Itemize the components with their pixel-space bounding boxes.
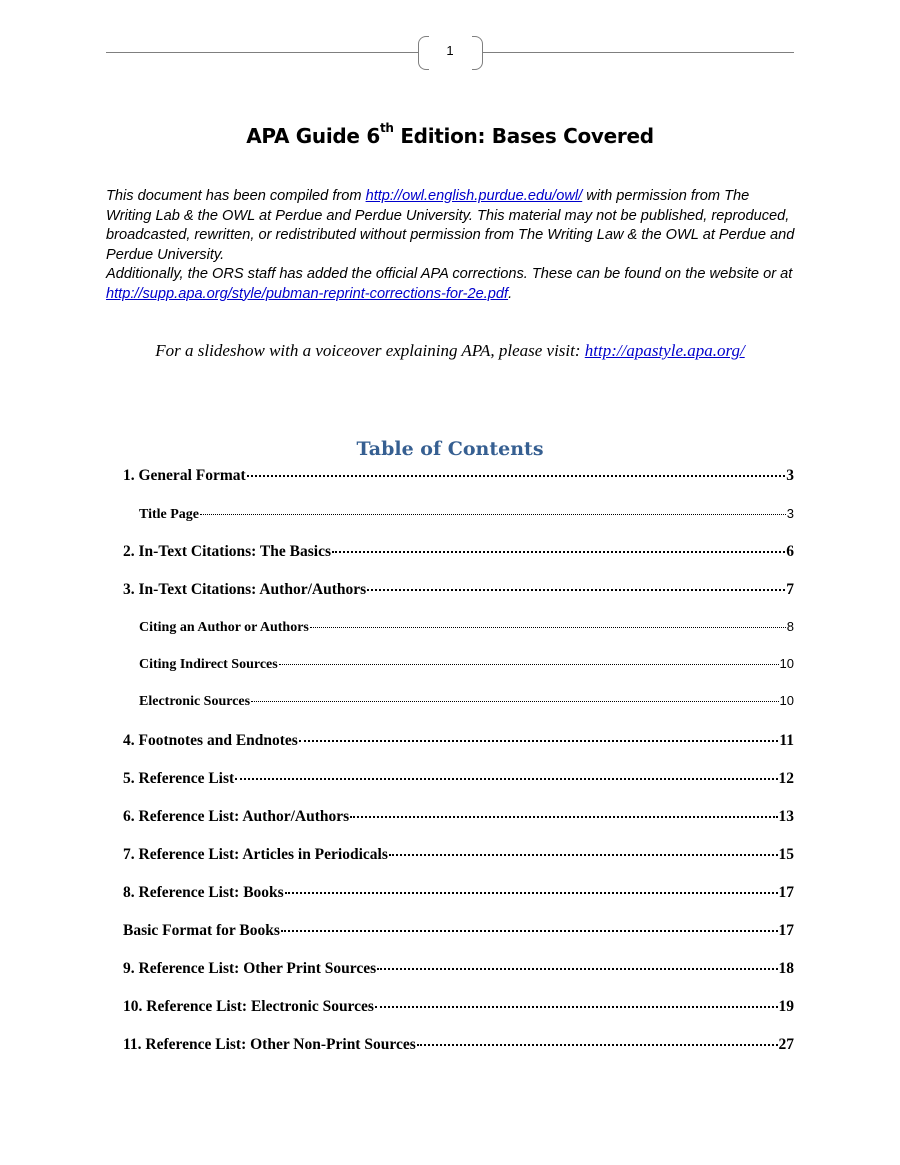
page-header [106,36,794,70]
toc-entry-title: 4. Footnotes and Endnotes [123,732,298,749]
toc-leader-dots [417,1044,778,1046]
header-rule-left [106,52,418,53]
toc-leader-dots [350,816,777,818]
toc-entry-title: 6. Reference List: Author/Authors [123,808,350,825]
document-title-main: APA Guide 6 [246,124,380,148]
toc-entry[interactable] [123,732,794,750]
toc-leader-dots [279,664,779,665]
toc-leader-dots [281,930,778,932]
intro-p1-text-after: with permission from The Writing Lab & the OWL at Perdue and Perdue University. This material may not be published, reproduced, broadcasted, rewritten, or redistributed without permission from The Writing Law & the OWL at Perdue and Perdue University. [106,188,795,263]
toc-entry-title: Citing Indirect Sources [139,657,278,672]
intro-text [106,187,796,304]
toc-entry-page: 3 [786,467,794,484]
toc-entry[interactable] [139,693,794,710]
toc-entry-page: 15 [778,846,794,863]
toc-leader-dots [200,514,786,515]
intro-paragraph-1 [106,187,796,265]
toc-entry-page: 10 [779,693,794,708]
toc-entry-title: Basic Format for Books [123,922,280,939]
toc-entry-page: 13 [778,808,794,825]
toc-entry-page: 8 [786,619,794,634]
toc-leader-dots [285,892,778,894]
corrections-link[interactable]: http://supp.apa.org/style/pubman-reprint-corrections-for-2e.pdf [106,285,509,302]
owl-link[interactable]: http://owl.english.purdue.edu/owl/ [365,188,583,204]
toc-entry[interactable] [139,656,794,673]
apastyle-link[interactable]: http://apastyle.apa.org/ [584,341,745,360]
toc-entry-page: 12 [778,770,794,787]
toc-leader-dots [389,854,778,856]
toc-entry-page: 6 [786,543,794,560]
toc-entry-title: Title Page [139,507,200,522]
header-brace-right [472,36,483,70]
toc-entry[interactable] [139,506,794,523]
slideshow-note [0,341,900,361]
toc-entry-page: 19 [778,998,794,1015]
toc-leader-dots [310,627,786,628]
toc-entry-title: 2. In-Text Citations: The Basics [123,543,331,560]
header-rule-right [482,52,794,53]
toc-entry[interactable] [123,922,794,940]
page-number: 1 [446,43,454,58]
intro-p1-text: This document has been compiled from [106,188,366,204]
toc-entry-title: 5. Reference List [123,770,235,787]
toc-entry[interactable] [123,808,794,826]
toc-entry[interactable] [139,619,794,636]
toc-entry[interactable] [123,1036,794,1054]
toc-entry[interactable] [123,581,794,599]
toc-entry-title: 11. Reference List: Other Non-Print Sources [123,1036,416,1053]
toc-entry[interactable] [123,998,794,1016]
toc-leader-dots [332,551,785,553]
document-title-superscript: th [379,121,394,135]
intro-paragraph-2 [106,265,796,304]
toc-entry-page: 17 [778,922,794,939]
toc-entry-page: 17 [778,884,794,901]
toc-entry[interactable] [123,770,794,788]
toc-leader-dots [377,968,777,970]
toc-entry-page: 18 [778,960,794,977]
document-title-rest: Edition: Bases Covered [393,124,654,148]
toc-entry-title: 9. Reference List: Other Print Sources [123,960,377,977]
toc-leader-dots [367,589,785,591]
toc-leader-dots [235,778,777,780]
toc-entry[interactable] [123,543,794,561]
toc-leader-dots [375,1006,778,1008]
toc-entry[interactable] [123,960,794,978]
toc-entry-page: 27 [778,1036,794,1053]
toc-entry[interactable] [123,467,794,485]
document-title [0,121,900,148]
toc-leader-dots [247,475,786,477]
toc-entry-title: Electronic Sources [139,694,251,709]
toc-entry-page: 10 [779,656,794,671]
toc-entry-title: 1. General Format [123,467,246,484]
toc-entry-title: 3. In-Text Citations: Author/Authors [123,581,367,598]
toc-entry-title: Citing an Author or Authors [139,620,309,635]
toc-entry[interactable] [123,846,794,864]
intro-p2-text-after: . [508,285,513,302]
slideshow-text: For a slideshow with a voiceover explaining APA, please visit: [155,341,585,360]
toc-entry-title: 8. Reference List: Books [123,884,284,901]
intro-p2-text: Additionally, the ORS staff has added the official APA corrections. These can be found on the website or at [106,266,793,282]
toc-heading: Table of Contents [356,438,544,460]
toc-entry-title: 10. Reference List: Electronic Sources [123,998,374,1015]
toc-leader-dots [299,740,779,742]
toc-leader-dots [251,701,778,702]
toc-entry-page: 3 [786,506,794,521]
toc-entry-page: 7 [786,581,794,598]
toc-entry[interactable] [123,884,794,902]
toc-entry-page: 11 [779,732,794,749]
toc-entry-title: 7. Reference List: Articles in Periodicals [123,846,388,863]
